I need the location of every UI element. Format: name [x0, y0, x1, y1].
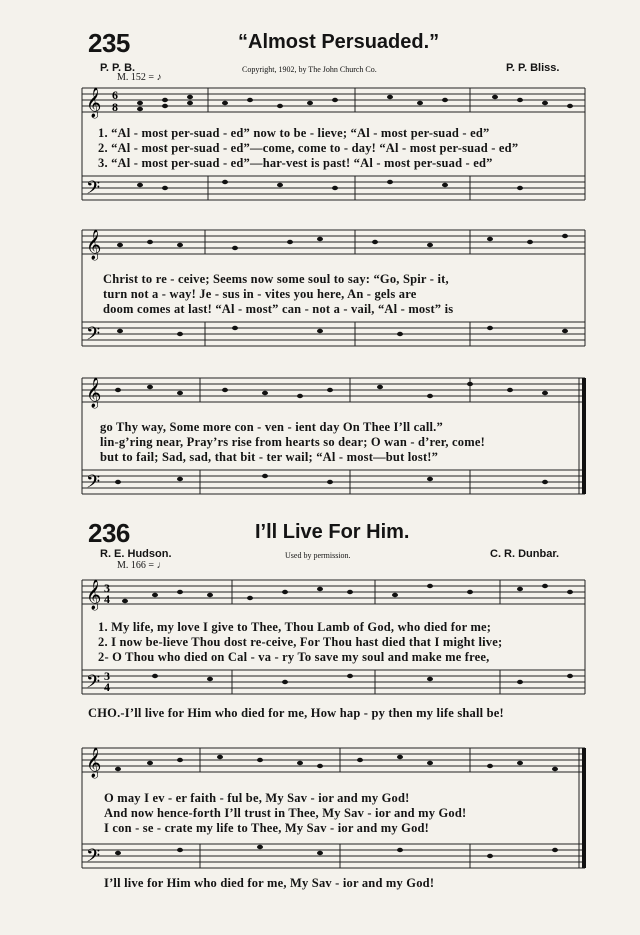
hymn-title: I’ll Live For Him.: [255, 521, 410, 543]
treble-clef-icon: 𝄞: [86, 580, 102, 610]
hymn-number: 236: [88, 518, 130, 548]
chorus-line: I’ll live for Him who died for me, My Sav - ior and my God!: [104, 876, 435, 890]
treble-clef-icon: 𝄞: [86, 88, 102, 118]
treble-clef-icon: 𝄞: [86, 378, 102, 408]
lyric-line: 2. I now be-lieve Thou dost re-ceive, For Thou hast died that I might live;: [98, 635, 503, 649]
time-signature: 8: [112, 100, 118, 114]
lyric-line: doom comes at last! “Al - most” can - not a - vail, “Al - most” is: [103, 302, 454, 316]
bass-clef-icon: 𝄢: [86, 472, 101, 497]
words-credit: R. E. Hudson.: [100, 548, 172, 560]
permission-notice: Used by permission.: [285, 551, 351, 560]
lyric-line: 3. “Al - most per-suad - ed”—har-vest is past! “Al - most per-suad - ed”: [98, 156, 493, 170]
lyric-line: 1. My life, my love I give to Thee, Thou Lamb of God, who died for me;: [98, 620, 492, 634]
time-signature: 3: [104, 669, 110, 683]
treble-clef-icon: 𝄞: [86, 230, 102, 260]
lyric-line: I con - se - crate my life to Thee, My Sav - ior and my God!: [104, 821, 430, 835]
tempo-marking: M. 152 = ♪: [117, 72, 162, 83]
music-credit: C. R. Dunbar.: [490, 548, 560, 560]
lyric-line: Christ to re - ceive; Seems now some soul to say: “Go, Spir - it,: [103, 272, 449, 286]
treble-clef-icon: 𝄞: [86, 748, 102, 778]
copyright-notice: Copyright, 1902, by The John Church Co.: [242, 65, 377, 74]
hymn-title: “Almost Persuaded.”: [238, 31, 440, 53]
lyric-line: lin-g’ring near, Pray’rs rise from hearts so dear; O wan - d’rer, come!: [100, 435, 485, 449]
bass-clef-icon: 𝄢: [86, 846, 101, 871]
lyric-line: 2. “Al - most per-suad - ed”—come, come to - day! “Al - most per-suad - ed”: [98, 141, 519, 155]
tempo-marking: M. 166 = ♩: [117, 560, 167, 571]
lyric-line: O may I ev - er faith - ful be, My Sav - ior and my God!: [104, 791, 410, 805]
lyric-line: 1. “Al - most per-suad - ed” now to be - lieve; “Al - most per-suad - ed”: [98, 126, 490, 140]
bass-clef-icon: 𝄢: [86, 672, 101, 697]
lyric-line: 2- O Thou who died on Cal - va - ry To save my soul and make me free,: [98, 650, 490, 664]
hymn-number: 235: [88, 28, 130, 58]
time-signature: 4: [104, 592, 110, 606]
lyric-line: but to fail; Sad, sad, that bit - ter wail; “Al - most—but lost!”: [100, 450, 439, 464]
time-signature: 4: [104, 680, 110, 694]
lyric-line: go Thy way, Some more con - ven - ient day On Thee I’ll call.”: [100, 420, 443, 434]
chorus-line: CHO.-I’ll live for Him who died for me, How hap - py then my life shall be!: [88, 706, 504, 720]
music-credit: P. P. Bliss.: [506, 62, 560, 74]
lyric-line: turn not a - way! Je - sus in - vites you here, An - gels are: [103, 287, 417, 301]
bass-clef-icon: 𝄢: [86, 324, 101, 349]
time-signature: 3: [104, 581, 110, 595]
time-signature: 6: [112, 88, 118, 102]
bass-clef-icon: 𝄢: [86, 178, 101, 203]
words-credit: P. P. B.: [100, 62, 136, 74]
lyric-line: And now hence-forth I’ll trust in Thee, My Sav - ior and my God!: [104, 806, 467, 820]
